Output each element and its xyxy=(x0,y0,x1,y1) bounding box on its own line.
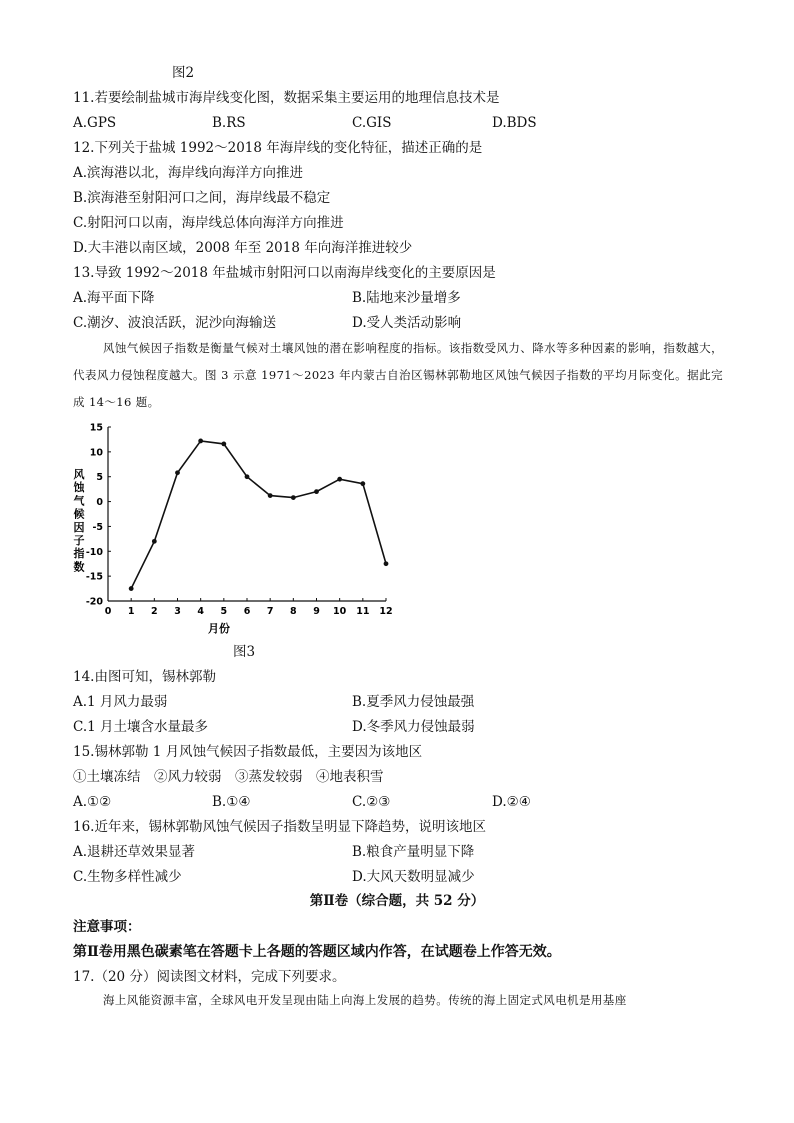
x-tick-label: 7 xyxy=(266,606,274,617)
y-axis-label-char: 候 xyxy=(73,507,85,521)
x-axis-label: 月份 xyxy=(208,622,230,635)
q12-option-d: D.大丰港以南区域，2008 年至 2018 年向海洋推进较少 xyxy=(73,240,413,256)
y-axis-label-char: 因 xyxy=(73,520,85,534)
question-14-stem: 14.由图可知，锡林郭勒 xyxy=(73,669,216,685)
question-17-passage: 海上风能资源丰富，全球风电开发呈现由陆上向海上发展的趋势。传统的海上固定式风电机是用基座 xyxy=(103,993,627,1007)
question-15-stem: 15.锡林郭勒 1 月风蚀气候因子指数最低，主要因为该地区 xyxy=(73,744,423,760)
data-point xyxy=(314,489,319,494)
y-axis-label xyxy=(74,467,86,573)
y-tick-label: -15 xyxy=(85,571,103,583)
q12-option-a: A.滨海港以北，海岸线向海洋方向推进 xyxy=(73,165,304,181)
y-tick-label: 0 xyxy=(96,497,103,509)
q13-option-a: A.海平面下降 xyxy=(73,290,155,306)
q14-option-c: C.1 月土壤含水量最多 xyxy=(73,719,209,735)
x-tick-label: 4 xyxy=(197,606,204,617)
data-point xyxy=(175,470,180,475)
q14-option-b: B.夏季风力侵蚀最强 xyxy=(352,694,475,710)
figure-3-caption: 图3 xyxy=(233,644,256,660)
y-axis-label-char: 风 xyxy=(73,468,85,481)
data-point xyxy=(360,481,365,486)
data-point xyxy=(291,495,296,500)
data-point xyxy=(198,439,203,444)
series-line xyxy=(131,441,386,589)
notice-text: 第Ⅱ卷用黑色碳素笔在答题卡上各题的答题区域内作答，在试题卷上作答无效。 xyxy=(73,944,561,960)
chart-series xyxy=(129,439,389,591)
y-tick-label: -5 xyxy=(92,521,103,533)
q15-option-a: A.①② xyxy=(73,794,112,810)
y-axis-label-char: 气 xyxy=(73,494,85,508)
x-tick-label: 2 xyxy=(151,606,158,617)
x-tick-label: 12 xyxy=(379,606,393,617)
question-12-stem: 12.下列关于盐城 1992～2018 年海岸线的变化特征，描述正确的是 xyxy=(73,140,483,156)
y-axis-label-char: 子 xyxy=(73,534,85,547)
q14-option-d: D.冬季风力侵蚀最弱 xyxy=(352,719,475,735)
q11-option-d: D.BDS xyxy=(492,115,537,131)
y-tick-label: 15 xyxy=(89,422,103,434)
data-point xyxy=(384,561,389,566)
q13-option-d: D.受人类活动影响 xyxy=(352,315,462,331)
wind-erosion-passage: 风蚀气候因子指数是衡量气候对土壤风蚀的潜在影响程度的指标。该指数受风力、降水等多种因素的影响，指数越大，代表风力侵蚀程度越大。图 3 示意 1971～2023 年内蒙古自治区锡林郭勒地区风蚀气候因子指数的平均月际变化。据此完成 14～16 题。 xyxy=(73,341,723,409)
chart-axes xyxy=(86,423,393,636)
y-axis-label-char: 指 xyxy=(73,547,85,561)
x-tick-label: 8 xyxy=(290,606,297,617)
q15-option-d: D.②④ xyxy=(492,794,531,810)
q14-option-a: A.1 月风力最弱 xyxy=(73,694,168,710)
figure-2-caption: 图2 xyxy=(172,65,195,81)
q15-choices: ①土壤冻结 ②风力较弱 ③蒸发较弱 ④地表积雪 xyxy=(73,769,384,785)
y-tick-label: 5 xyxy=(96,472,103,484)
x-tick-label: 10 xyxy=(333,606,347,617)
q16-option-d: D.大风天数明显减少 xyxy=(352,869,475,885)
y-axis-label-char: 数 xyxy=(73,560,85,574)
q15-option-c: C.②③ xyxy=(352,794,391,810)
q16-option-a: A.退耕还草效果显著 xyxy=(73,844,196,860)
y-tick-label: -10 xyxy=(85,546,103,558)
x-tick-label: 6 xyxy=(243,606,251,617)
q15-option-b: B.①④ xyxy=(212,794,251,810)
data-point xyxy=(221,442,226,447)
question-13-stem: 13.导致 1992～2018 年盐城市射阳河口以南海岸线变化的主要原因是 xyxy=(73,265,496,281)
x-tick-label: 0 xyxy=(104,606,112,617)
question-16-stem: 16.近年来，锡林郭勒风蚀气候因子指数呈明显下降趋势，说明该地区 xyxy=(73,819,486,835)
section-2-title: 第Ⅱ卷（综合题，共 52 分） xyxy=(309,893,485,909)
x-tick-label: 1 xyxy=(127,606,135,617)
x-tick-label: 9 xyxy=(313,606,320,617)
question-17-stem: 17.（20 分）阅读图文材料，完成下列要求。 xyxy=(73,969,346,985)
q11-option-c: C.GIS xyxy=(352,115,392,131)
x-tick-label: 5 xyxy=(220,606,228,617)
q16-option-c: C.生物多样性减少 xyxy=(73,869,182,885)
data-point xyxy=(268,493,273,498)
q12-option-c: C.射阳河口以南，海岸线总体向海洋方向推进 xyxy=(73,215,344,231)
data-point xyxy=(129,586,134,591)
wind-erosion-line-chart xyxy=(66,418,396,646)
question-11-stem: 11.若要绘制盐城市海岸线变化图，数据采集主要运用的地理信息技术是 xyxy=(73,90,500,106)
y-tick-label: 10 xyxy=(89,447,103,459)
q13-option-c: C.潮汐、波浪活跃，泥沙向海输送 xyxy=(73,315,277,331)
q16-option-b: B.粮食产量明显下降 xyxy=(352,844,475,860)
q11-option-b: B.RS xyxy=(212,115,246,131)
x-tick-label: 3 xyxy=(174,606,181,617)
data-point xyxy=(152,539,157,544)
data-point xyxy=(245,474,250,479)
y-axis-label-char: 蚀 xyxy=(73,481,85,495)
notice-title: 注意事项： xyxy=(73,919,141,935)
y-tick-label: -20 xyxy=(85,596,103,608)
q12-option-b: B.滨海港至射阳河口之间，海岸线最不稳定 xyxy=(73,190,331,206)
data-point xyxy=(337,477,342,482)
q13-option-b: B.陆地来沙量增多 xyxy=(352,290,461,306)
q11-option-a: A.GPS xyxy=(73,115,117,131)
x-tick-label: 11 xyxy=(356,606,370,617)
